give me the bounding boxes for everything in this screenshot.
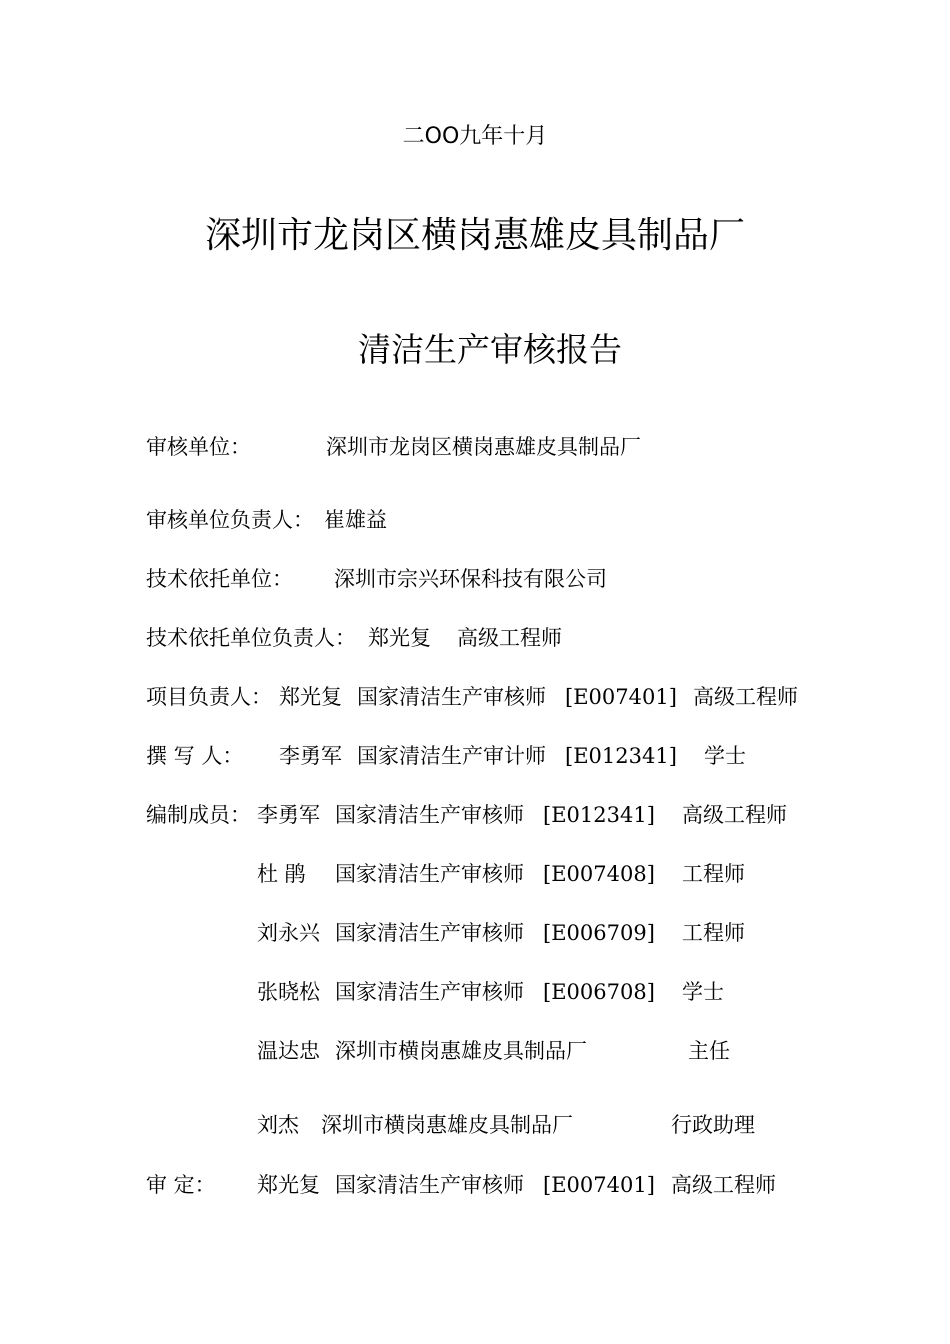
member-code: [E007408]: [543, 862, 655, 886]
writer-name: 李勇军: [279, 744, 342, 768]
writer-code: [E012341]: [565, 744, 677, 768]
approver-name: 郑光复: [257, 1173, 320, 1197]
member-name: 李勇军: [257, 803, 320, 827]
member-name: 温达忠: [257, 1039, 320, 1063]
member-role: 深圳市横岗惠雄皮具制品厂: [321, 1113, 573, 1137]
project-head-name: 郑光复: [279, 685, 342, 709]
project-head-label: 项目负责人：: [146, 685, 272, 709]
member-role: 国家清洁生产审核师: [335, 803, 524, 827]
member-name: 张晓松: [257, 980, 320, 1004]
approver-title: 高级工程师: [671, 1173, 776, 1197]
audit-unit-label: 审核单位：: [146, 435, 251, 459]
writer-label: 撰 写 人：: [146, 744, 244, 768]
member-title: 工程师: [682, 862, 745, 886]
tech-unit-head-title: 高级工程师: [457, 626, 562, 650]
audit-unit-head-label: 审核单位负责人：: [146, 508, 314, 532]
member-role: 国家清洁生产审核师: [335, 980, 524, 1004]
report-date: 二OO九年十月: [402, 124, 548, 149]
member-name: 刘永兴: [257, 921, 320, 945]
approver-label: 审 定：: [146, 1173, 216, 1197]
project-head-code: [E007401]: [565, 685, 677, 709]
tech-unit-value: 深圳市宗兴环保科技有限公司: [334, 567, 607, 591]
writer-role: 国家清洁生产审计师: [357, 744, 546, 768]
member-title: 学士: [682, 980, 724, 1004]
report-title: 清洁生产审核报告: [358, 330, 622, 369]
member-title: 主任: [688, 1039, 730, 1063]
member-code: [E012341]: [543, 803, 655, 827]
project-head-role: 国家清洁生产审核师: [357, 685, 546, 709]
approver-code: [E007401]: [543, 1173, 655, 1197]
tech-unit-head-name: 郑光复: [368, 626, 431, 650]
tech-unit-label: 技术依托单位：: [146, 567, 293, 591]
writer-title: 学士: [704, 744, 746, 768]
audit-unit-value: 深圳市龙岗区横岗惠雄皮具制品厂: [326, 435, 641, 459]
member-name: 刘杰: [257, 1113, 299, 1137]
members-label: 编制成员：: [146, 803, 251, 827]
member-code: [E006709]: [543, 921, 655, 945]
member-name: 杜 鹃: [257, 862, 306, 886]
project-head-title: 高级工程师: [693, 685, 798, 709]
member-role: 国家清洁生产审核师: [335, 862, 524, 886]
tech-unit-head-label: 技术依托单位负责人：: [146, 626, 356, 650]
approver-role: 国家清洁生产审核师: [335, 1173, 524, 1197]
member-role: 深圳市横岗惠雄皮具制品厂: [335, 1039, 587, 1063]
member-title: 工程师: [682, 921, 745, 945]
company-title: 深圳市龙岗区横岗惠雄皮具制品厂: [204, 215, 745, 256]
member-role: 国家清洁生产审核师: [335, 921, 524, 945]
member-title: 高级工程师: [682, 803, 787, 827]
audit-unit-head-value: 崔雄益: [324, 508, 387, 532]
member-code: [E006708]: [543, 980, 655, 1004]
member-title: 行政助理: [671, 1113, 755, 1137]
